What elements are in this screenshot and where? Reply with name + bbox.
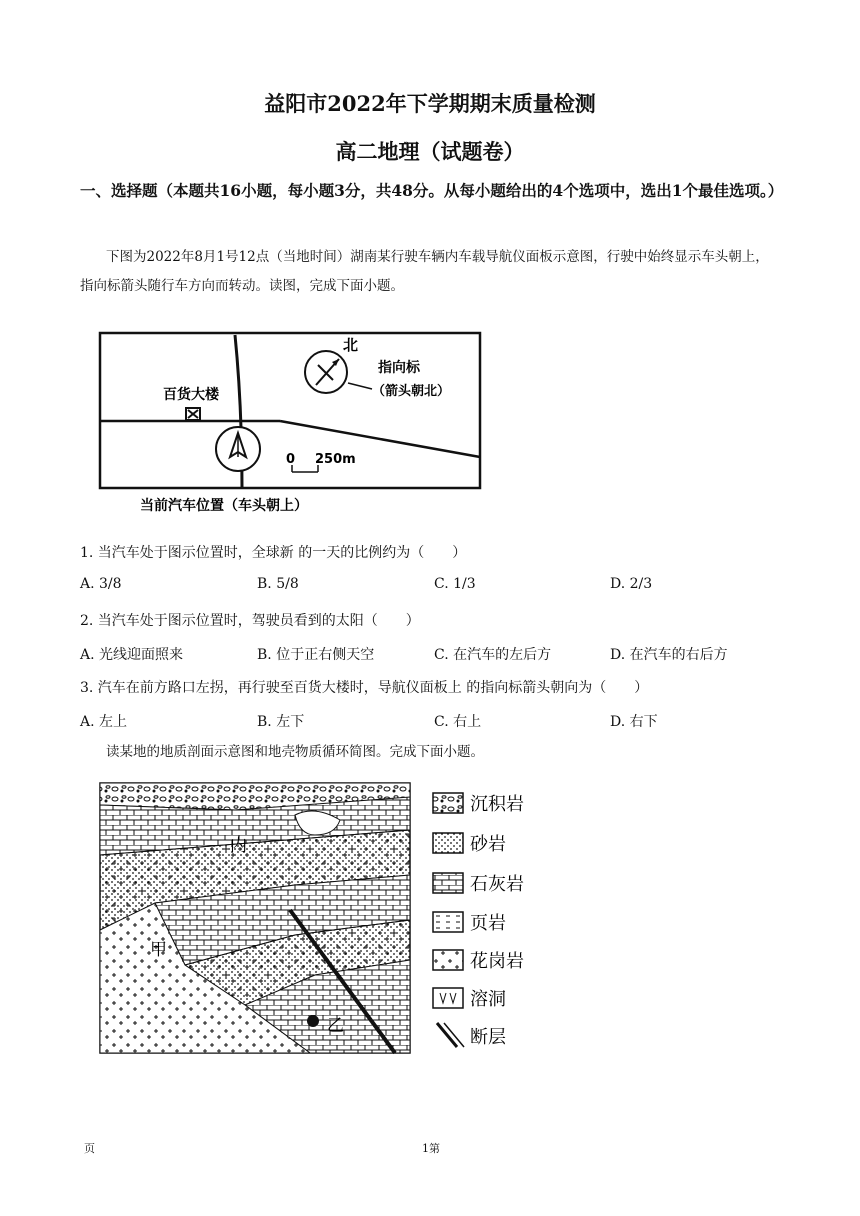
intro-paragraph-1: 下图为2022年8月1号12点（当地时间）湖南某行驶车辆内车载导航仪面板示意图，行驶中始终显示车头朝上，指向标箭头随行车方向而转动。读图，完成下面小题。 <box>80 249 769 294</box>
footer-page-number: 1第 <box>422 1142 440 1155</box>
label-yi: 乙 <box>327 1016 344 1036</box>
question-1-option-b: B. 5/8 <box>257 576 299 592</box>
question-3-option-d: D. 右下 <box>610 714 658 730</box>
scale-zero: 0 <box>286 452 296 467</box>
car-position-label: 当前汽车位置（车头朝上） <box>140 498 308 514</box>
pointer-label: 指向标 <box>378 360 420 376</box>
label-nei: 内 <box>230 836 247 856</box>
question-2-option-c: C. 在汽车的左后方 <box>434 647 552 663</box>
page-title: 益阳市2022年下学期期末质量检测 <box>264 91 596 116</box>
intro-paragraph-2: 读某地的地质剖面示意图和地壳物质循环简图。完成下面小题。 <box>106 744 484 760</box>
pointer-note: （箭头朝北） <box>372 384 451 399</box>
section-heading: 一、选择题（本题共16小题，每小题3分，共48分。从每小题给出的4个选项中，选出1个最佳选项。） <box>80 181 784 200</box>
page-subtitle: 高二地理（试题卷） <box>335 139 525 164</box>
question-1-option-a: A. 3/8 <box>80 576 122 592</box>
question-1-option-d: D. 2/3 <box>610 576 653 592</box>
question-2-option-b: B. 位于正右侧天空 <box>257 647 375 663</box>
question-3-option-b: B. 左下 <box>257 714 305 730</box>
label-jia: 甲 <box>150 940 167 960</box>
legend-cave: 溶洞 <box>470 989 506 1010</box>
question-2-option-d: D. 在汽车的右后方 <box>610 647 728 663</box>
question-2-stem: 2. 当汽车处于图示位置时，驾驶员看到的太阳（ ） <box>80 613 420 629</box>
question-2-option-a: A. 光线迎面照来 <box>80 647 184 663</box>
legend-shale: 页岩 <box>470 913 506 934</box>
geological-section-figure <box>95 775 557 1060</box>
legend-sedimentary: 沉积岩 <box>470 794 524 815</box>
legend-fault: 断层 <box>470 1027 506 1048</box>
question-1-option-c: C. 1/3 <box>434 576 476 592</box>
question-3-option-c: C. 右上 <box>434 714 482 730</box>
navigation-panel-figure <box>90 325 490 520</box>
building-label: 百货大楼 <box>163 387 219 403</box>
legend-granite: 花岗岩 <box>470 951 524 972</box>
legend-sandstone: 砂岩 <box>470 834 506 855</box>
legend <box>433 793 524 1048</box>
legend-limestone: 石灰岩 <box>470 874 524 895</box>
question-1-stem: 1. 当汽车处于图示位置时，全球新 的一天的比例约为（ ） <box>80 545 467 561</box>
scale-distance: 250m <box>315 452 356 467</box>
question-3-option-a: A. 左上 <box>80 714 128 730</box>
footer-left: 页 <box>84 1142 95 1155</box>
north-label: 北 <box>343 336 359 354</box>
question-3-stem: 3. 汽车在前方路口左拐，再行驶至百货大楼时，导航仪面板上 的指向标箭头朝向为（ ） <box>80 680 649 696</box>
